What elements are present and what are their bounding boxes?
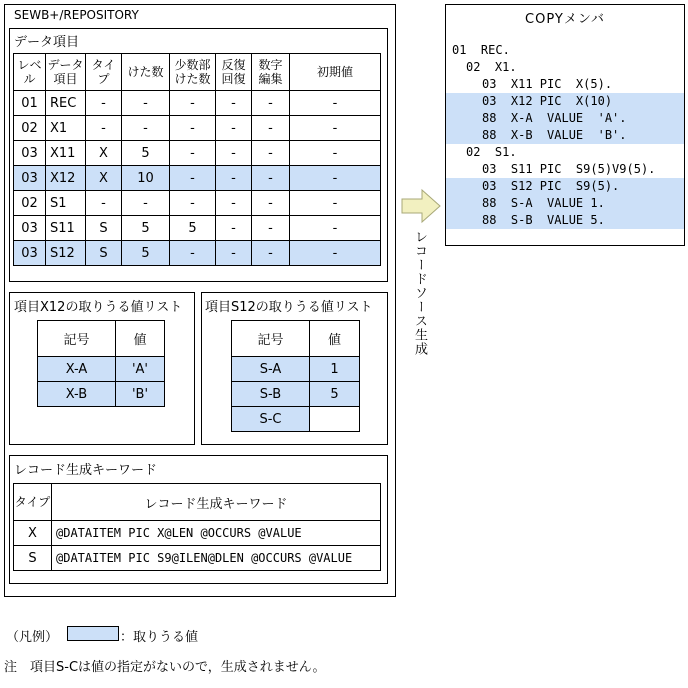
items-cell: - [252,166,290,191]
items-cell: 5 [170,216,216,241]
x12-header-symbol: 記号 [38,321,116,357]
items-cell: X11 [46,141,86,166]
items-cell: - [170,166,216,191]
items-cell: - [216,241,252,266]
items-cell: X1 [46,116,86,141]
items-cell: - [290,216,381,241]
copy-line: 01 REC. [452,43,510,57]
items-cell: - [252,216,290,241]
items-cell: 02 [14,116,46,141]
x12-values-title: 項目X12の取りうる値リスト [14,300,183,315]
s12-header-value: 値 [310,321,360,357]
items-cell: S12 [46,241,86,266]
items-cell: 01 [14,91,46,116]
s12-values-title: 項目S12の取りうる値リスト [205,300,373,315]
items-cell: - [252,116,290,141]
table-row [14,141,381,166]
keywords-row-type: X [14,521,52,546]
x12-row-symbol: X-B [38,382,116,407]
data-items-title: データ項目 [14,35,80,50]
s12-values-table [231,320,360,432]
items-header-cell: レベル [14,54,46,91]
items-cell: 03 [14,166,46,191]
items-cell: - [252,241,290,266]
items-cell: - [170,91,216,116]
s12-header-symbol: 記号 [232,321,310,357]
copy-line: 02 X1. [466,60,517,74]
items-header-cell: タイプ [86,54,122,91]
items-cell: - [252,141,290,166]
copy-line: 03 X12 PIC X(10) [446,93,684,110]
items-cell: - [122,191,170,216]
legend-label: ：取りうる値 [120,630,199,645]
items-cell: - [216,166,252,191]
copy-member-panel [445,4,685,246]
items-cell: - [216,141,252,166]
copy-line: 03 S11 PIC S9(5)V9(5). [482,162,656,176]
table-row [14,241,381,266]
table-row [14,191,381,216]
copy-line: 03 X11 PIC X(5). [482,77,613,91]
table-row [14,216,381,241]
items-cell: S [86,241,122,266]
copy-line: 88 X-A VALUE 'A'. [446,110,684,127]
items-cell: REC [46,91,86,116]
items-cell: 5 [122,241,170,266]
copy-line: 02 S1. [466,145,517,159]
items-header-cell: 初期値 [290,54,381,91]
generate-arrow-icon [400,188,442,224]
note-text: 注 項目S-Cは値の指定がないので，生成されません。 [4,660,326,675]
copy-line: 88 X-B VALUE 'B'. [446,127,684,144]
keywords-header-type: タイプ [14,484,52,521]
items-cell: - [216,216,252,241]
items-cell: - [170,116,216,141]
items-cell: - [170,241,216,266]
s12-row-symbol: S-C [232,407,310,432]
x12-row-value: 'B' [116,382,165,407]
items-cell: - [86,116,122,141]
x12-row-value: 'A' [116,357,165,382]
items-cell: - [122,116,170,141]
items-cell: - [290,91,381,116]
items-cell: - [290,116,381,141]
x12-header-value: 値 [116,321,165,357]
items-cell: S1 [46,191,86,216]
copy-member-title: COPYメンバ [525,12,605,27]
keywords-header-keyword: レコード生成キーワード [52,484,381,521]
items-cell: - [216,116,252,141]
items-cell: - [86,191,122,216]
items-cell: X12 [46,166,86,191]
legend-swatch [67,626,119,641]
items-header-cell: 反復 回復 [216,54,252,91]
data-items-table [13,53,381,266]
table-row [14,116,381,141]
items-cell: 03 [14,141,46,166]
s12-row-value: 5 [310,382,360,407]
items-cell: 02 [14,191,46,216]
items-header-cell: 少数部 けた数 [170,54,216,91]
keywords-row-keyword: @DATAITEM PIC X@LEN @OCCURS @VALUE [52,521,381,546]
legend-prefix: （凡例） [6,630,59,645]
s12-row-symbol: S-A [232,357,310,382]
items-cell: - [216,191,252,216]
items-cell: S [86,216,122,241]
items-cell: 10 [122,166,170,191]
items-cell: - [290,166,381,191]
items-header-cell: けた数 [122,54,170,91]
items-header-cell: データ 項目 [46,54,86,91]
x12-row-symbol: X-A [38,357,116,382]
items-cell: 5 [122,141,170,166]
table-row [14,91,381,116]
items-cell: 03 [14,216,46,241]
s12-row-symbol: S-B [232,382,310,407]
items-cell: - [252,91,290,116]
items-cell: - [122,91,170,116]
keywords-title: レコード生成キーワード [14,463,158,478]
x12-values-table [37,320,165,407]
repository-title: SEWB+/REPOSITORY [14,8,139,22]
items-cell: 03 [14,241,46,266]
items-cell: - [216,91,252,116]
copy-line: 03 S12 PIC S9(5). [446,178,684,195]
items-cell: - [170,141,216,166]
items-cell: - [290,191,381,216]
keywords-row-type: S [14,546,52,571]
items-cell: - [252,191,290,216]
items-cell: 5 [122,216,170,241]
keywords-row-keyword: @DATAITEM PIC S9@ILEN@DLEN @OCCURS @VALUE [52,546,381,571]
copy-line: 88 S-B VALUE 5. [446,212,684,229]
items-header-cell: 数字 編集 [252,54,290,91]
table-row [14,166,381,191]
arrow-label: レコードソース生成 [412,230,427,356]
items-cell: X [86,141,122,166]
items-cell: S11 [46,216,86,241]
s12-row-value: 1 [310,357,360,382]
items-cell: - [290,241,381,266]
items-cell: - [86,91,122,116]
s12-row-value [310,407,360,432]
items-cell: X [86,166,122,191]
items-cell: - [290,141,381,166]
keywords-table [13,483,381,571]
copy-line: 88 S-A VALUE 1. [446,195,684,212]
items-cell: - [170,191,216,216]
